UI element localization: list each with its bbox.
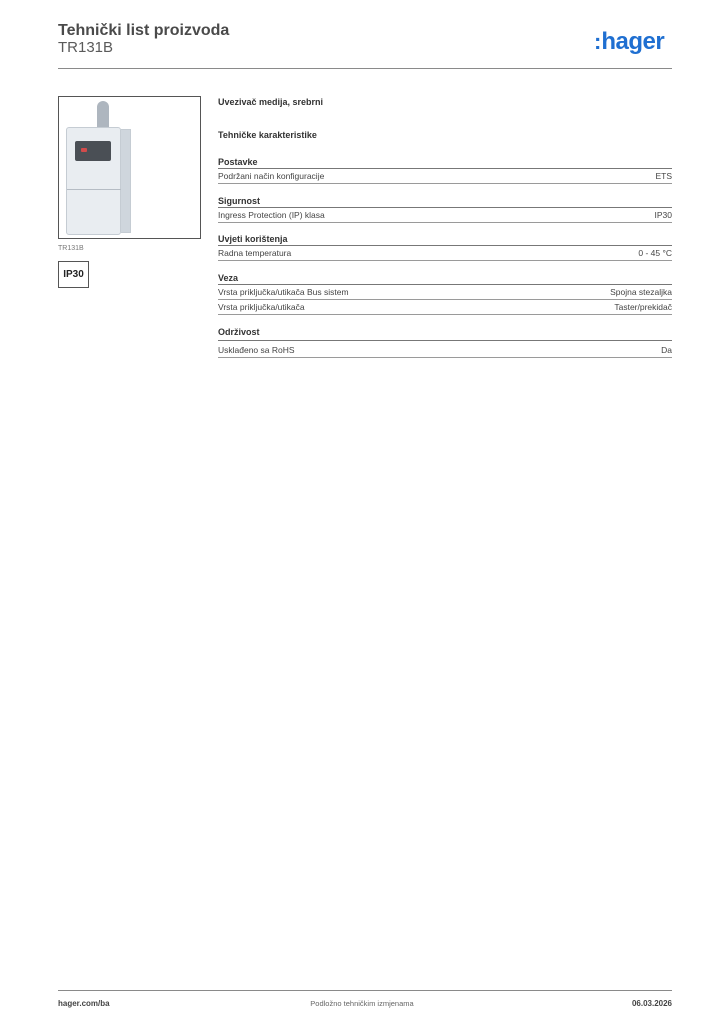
logo-text: hager <box>601 28 665 55</box>
spec-label: Podržani način konfiguracije <box>218 171 325 181</box>
spec-value: Spojna stezaljka <box>610 287 672 297</box>
footer-divider <box>58 990 672 991</box>
group-divider <box>218 207 672 208</box>
row-divider <box>218 299 672 300</box>
spec-label: Usklađeno sa RoHS <box>218 345 295 355</box>
header-divider <box>58 68 672 69</box>
spec-row <box>218 302 672 314</box>
footer-date: 06.03.2026 <box>631 999 672 1008</box>
spec-label: Vrsta priključka/utikača Bus sistem <box>218 287 349 297</box>
spec-label: Ingress Protection (IP) klasa <box>218 210 325 220</box>
group-title-veza: Veza <box>218 273 239 283</box>
group-title-odrzivost: Održivost <box>218 327 260 337</box>
footer-website-link[interactable]: hager.com/ba <box>58 999 110 1008</box>
spec-row <box>218 210 672 222</box>
spec-row <box>218 171 672 183</box>
spec-value: ETS <box>655 171 672 181</box>
product-description: Uvezivač medija, srebrni <box>218 97 324 107</box>
spec-row <box>218 248 672 260</box>
row-divider <box>218 357 672 358</box>
group-title-sigurnost: Sigurnost <box>218 196 260 206</box>
device-seam <box>67 189 121 190</box>
row-divider <box>218 222 672 223</box>
group-divider <box>218 284 672 285</box>
ip-badge: IP30 <box>58 261 89 288</box>
group-title-uvjeti-koristenja: Uvjeti korištenja <box>218 234 288 244</box>
spec-value: 0 - 45 °C <box>638 248 672 258</box>
group-title-postavke: Postavke <box>218 157 258 167</box>
logo-prefix: : <box>594 29 602 54</box>
spec-label: Radna temperatura <box>218 248 292 258</box>
row-divider <box>218 183 672 184</box>
spec-label: Vrsta priključka/utikača <box>218 302 305 312</box>
spec-value: IP30 <box>654 210 672 220</box>
device-side <box>121 129 131 233</box>
spec-value: Taster/prekidač <box>614 302 672 312</box>
group-divider <box>218 340 672 341</box>
group-divider <box>218 168 672 169</box>
device-led <box>81 148 87 152</box>
hager-logo <box>594 28 664 56</box>
spec-value: Da <box>661 345 672 355</box>
group-divider <box>218 245 672 246</box>
spec-row <box>218 345 672 357</box>
spec-row <box>218 287 672 299</box>
row-divider <box>218 260 672 261</box>
section-title: Tehničke karakteristike <box>218 130 317 140</box>
document-title: Tehnički list proizvoda <box>58 22 230 39</box>
product-image <box>58 96 201 239</box>
footer-notice: Podložno tehničkim izmjenama <box>310 999 414 1008</box>
row-divider <box>218 314 672 315</box>
product-code: TR131B <box>58 39 114 56</box>
image-caption: TR131B <box>58 245 84 252</box>
